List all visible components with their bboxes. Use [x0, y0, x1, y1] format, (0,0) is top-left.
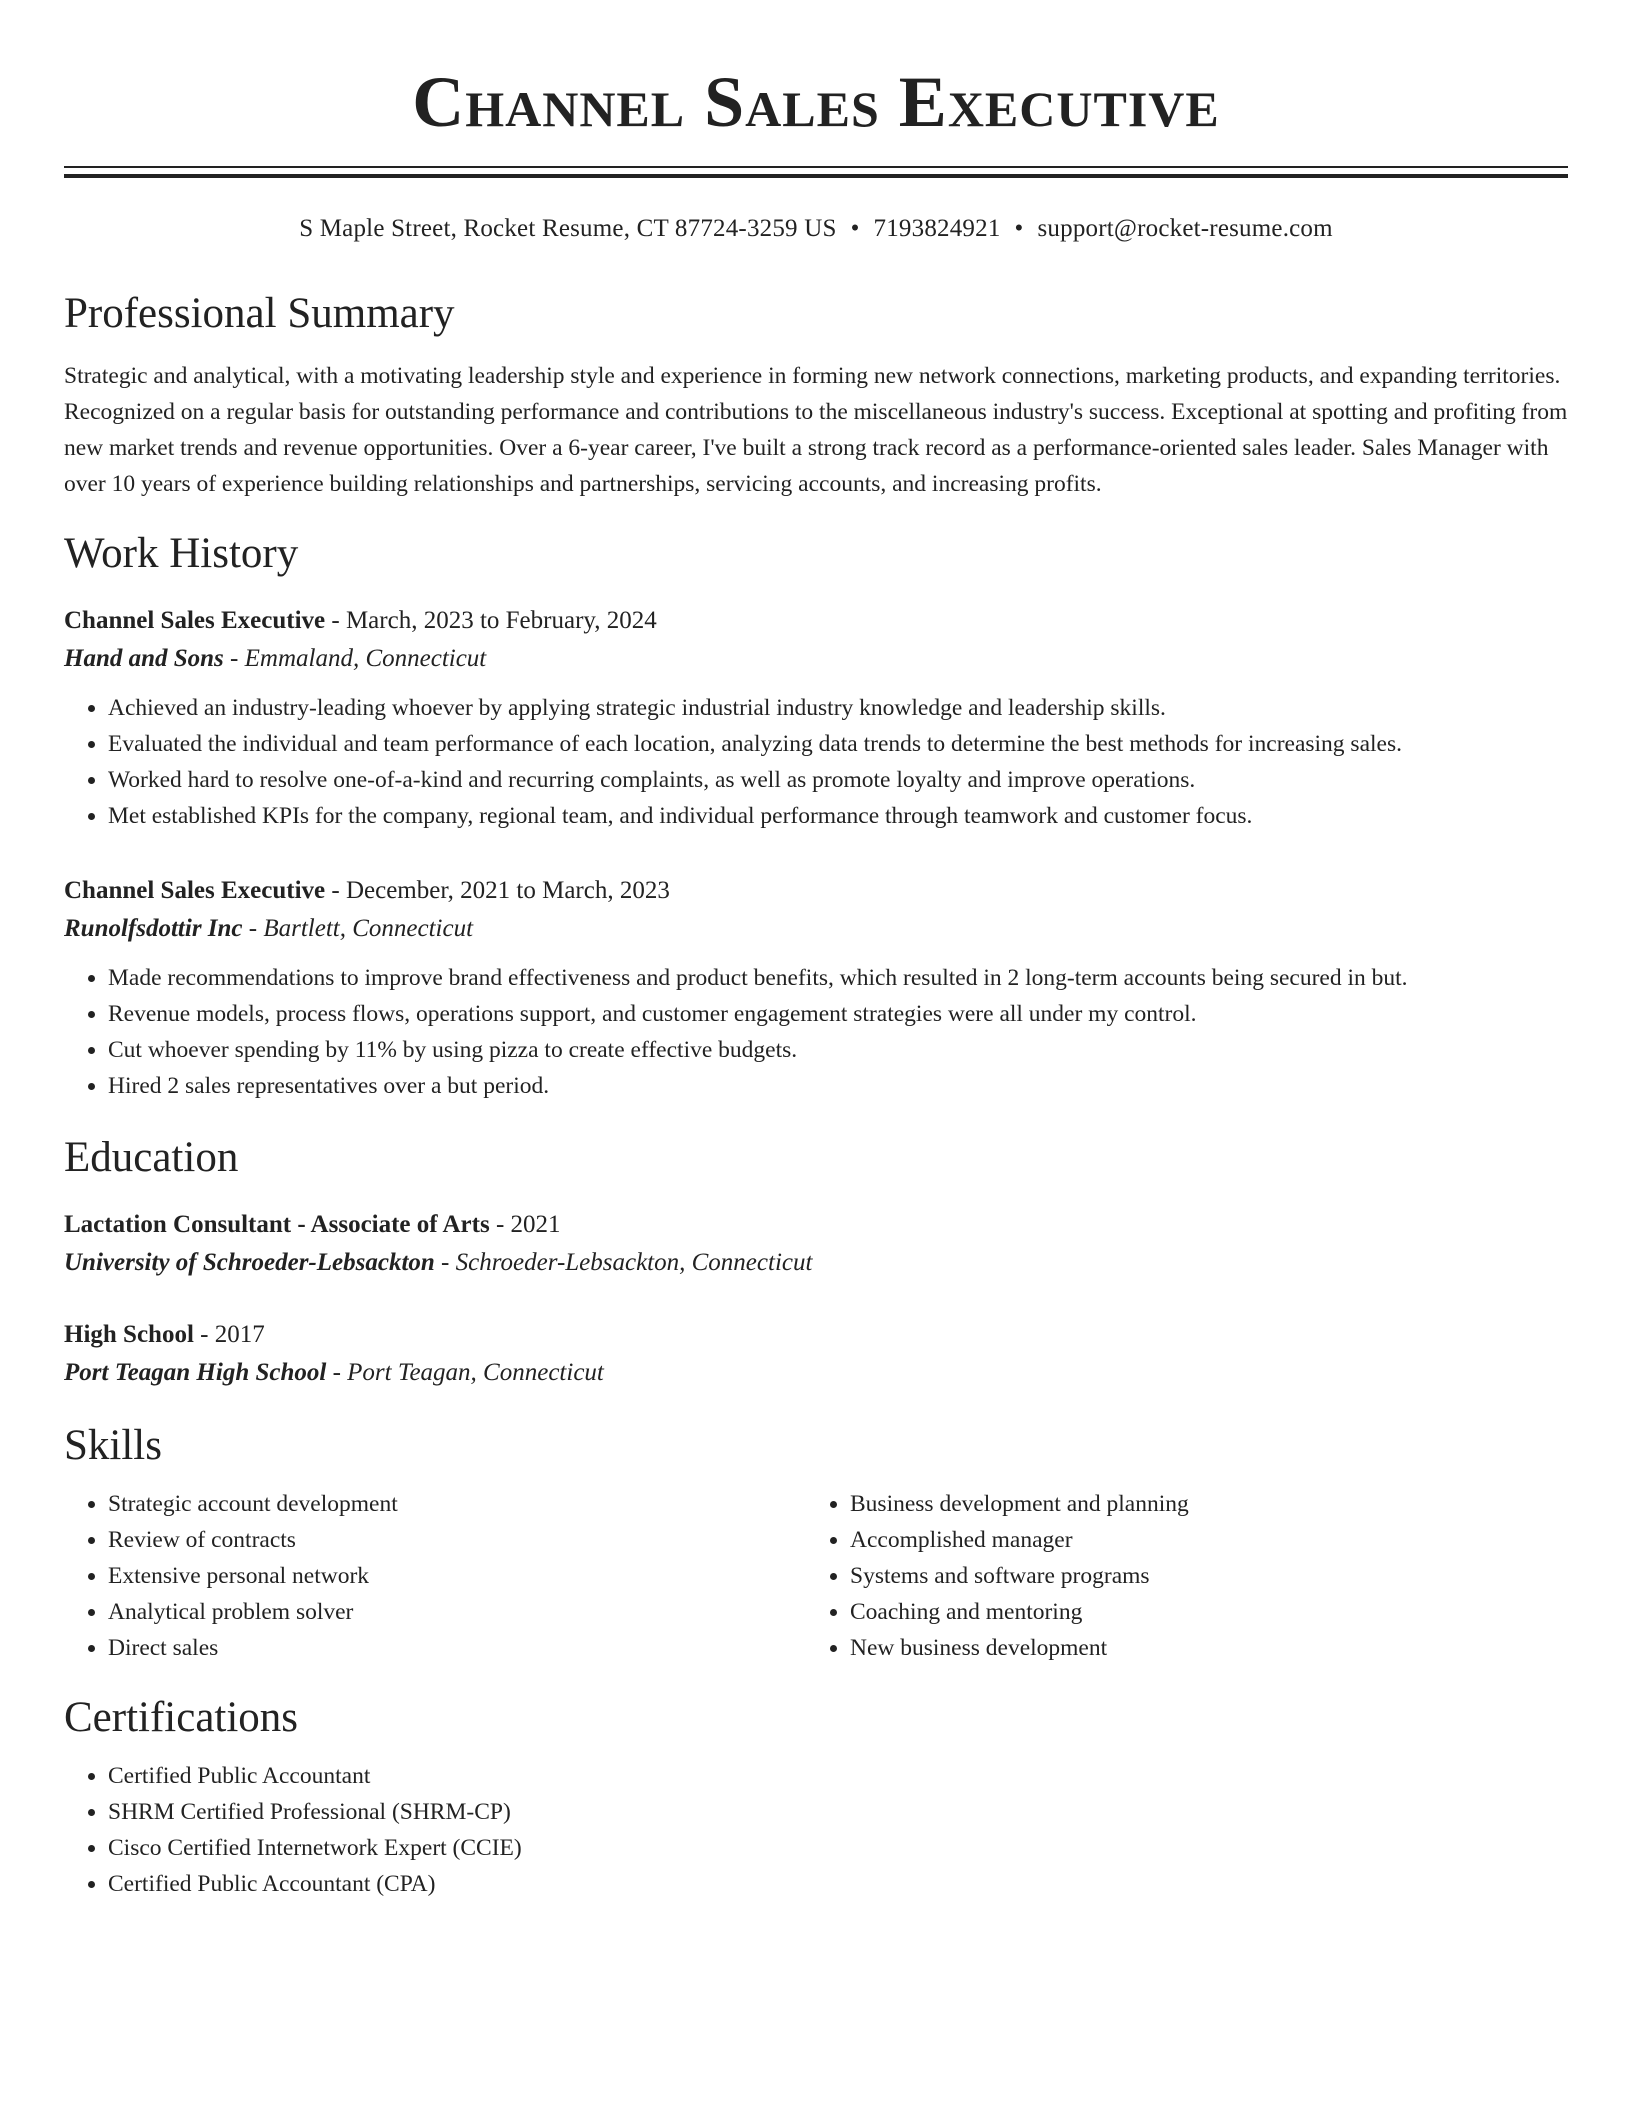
education-heading	[64, 1316, 1568, 1354]
education-school-line	[64, 1244, 1568, 1282]
education-school-line	[64, 1354, 1568, 1392]
list-item: • New business development	[850, 1630, 1548, 1666]
job-company: Runolfsdottir Inc	[64, 915, 243, 942]
education-school: University of Schroeder-Lebsackton	[64, 1249, 435, 1276]
education-year: - 2021	[489, 1211, 561, 1238]
list-item: • Revenue models, process flows, operations support, and customer engagement strategies were all under my control.	[108, 996, 1568, 1032]
list-item: • Certified Public Accountant	[108, 1758, 1568, 1794]
education-entry	[64, 1206, 1568, 1282]
list-item: • Business development and planning	[850, 1486, 1548, 1522]
list-item: • Met established KPIs for the company, regional team, and individual performance through teamwork and customer focus.	[108, 798, 1568, 834]
job-location: - Bartlett, Connecticut	[242, 915, 474, 942]
contact-email: support@rocket-resume.com	[1037, 215, 1333, 242]
section-title-certifications: Certifications	[64, 1694, 299, 1741]
list-item: • Cut whoever spending by 11% by using pizza to create effective budgets.	[108, 1032, 1568, 1068]
job-company: Hand and Sons	[64, 645, 224, 672]
list-item: • Achieved an industry-leading whoever by applying strategic industrial industry knowledge and leadership skills.	[108, 690, 1568, 726]
job-location: - Emmaland, Connecticut	[223, 645, 487, 672]
job-company-line	[64, 640, 1568, 678]
contact-line	[64, 214, 1568, 244]
section-title-skills: Skills	[64, 1422, 162, 1469]
certifications-list	[64, 1758, 1568, 1902]
education-school: Port Teagan High School	[64, 1359, 327, 1386]
list-item: • Direct sales	[108, 1630, 806, 1666]
list-item: • Made recommendations to improve brand effectiveness and product benefits, which resulted in 2 long-term accounts being secured in but.	[108, 960, 1568, 996]
job-bullets	[64, 690, 1568, 834]
summary-text: Strategic and analytical, with a motivating leadership style and experience in forming new network connections, marketing products, and expanding territories. Recognized on a regular basis for outstanding performance and contributions to the miscellaneous industry's success. Exceptional at spotting and profiting from new market trends and revenue opportunities. Over a 6-year career, I've built a strong track record as a performance-oriented sales leader. Sales Manager with over 10 years of experience building relationships and partnerships, servicing accounts, and increasing profits.	[64, 363, 1568, 497]
job-heading	[64, 602, 1568, 640]
resume-page	[64, 0, 1568, 1902]
list-item: • Certified Public Accountant (CPA)	[108, 1866, 1568, 1902]
list-item: • Hired 2 sales representatives over a but period.	[108, 1068, 1568, 1104]
education-year: - 2017	[193, 1321, 265, 1348]
section-title-work: Work History	[64, 530, 299, 577]
list-item: • Worked hard to resolve one-of-a-kind and recurring complaints, as well as promote loyalty and improve operations.	[108, 762, 1568, 798]
skills-grid	[64, 1486, 1568, 1666]
list-item: • Review of contracts	[108, 1522, 806, 1558]
job-role: Channel Sales Executive	[64, 607, 326, 634]
job-heading	[64, 872, 1568, 910]
list-item: • Coaching and mentoring	[850, 1594, 1548, 1630]
job-dates: - December, 2021 to March, 2023	[325, 877, 670, 904]
contact-separator: •	[850, 215, 860, 242]
education-heading	[64, 1206, 1568, 1244]
skills-column-right	[806, 1486, 1548, 1666]
education-degree: Lactation Consultant - Associate of Arts	[64, 1211, 490, 1238]
contact-address: S Maple Street, Rocket Resume, CT 87724-3259 US	[299, 215, 837, 242]
job-role: Channel Sales Executive	[64, 877, 326, 904]
education-location: - Schroeder-Lebsackton, Connecticut	[434, 1249, 813, 1276]
contact-phone: 7193824921	[873, 215, 1001, 242]
job-entry	[64, 602, 1568, 834]
list-item: • Analytical problem solver	[108, 1594, 806, 1630]
list-item: • Cisco Certified Internetwork Expert (CCIE)	[108, 1830, 1568, 1866]
education-entry	[64, 1316, 1568, 1392]
list-item: • Extensive personal network	[108, 1558, 806, 1594]
resume-name: Channel Sales Executive	[412, 62, 1220, 142]
education-degree: High School	[64, 1321, 194, 1348]
job-dates: - March, 2023 to February, 2024	[325, 607, 657, 634]
section-title-summary: Professional Summary	[64, 290, 455, 337]
skills-column-left	[64, 1486, 806, 1666]
job-company-line	[64, 910, 1568, 948]
list-item: • Strategic account development	[108, 1486, 806, 1522]
list-item: • Accomplished manager	[850, 1522, 1548, 1558]
header-divider	[64, 166, 1568, 178]
list-item: • Evaluated the individual and team performance of each location, analyzing data trends to determine the best methods for increasing sales.	[108, 726, 1568, 762]
skills-list	[64, 1486, 806, 1666]
contact-separator: •	[1014, 215, 1024, 242]
skills-list	[806, 1486, 1548, 1666]
list-item: • SHRM Certified Professional (SHRM-CP)	[108, 1794, 1568, 1830]
list-item: • Systems and software programs	[850, 1558, 1548, 1594]
section-title-education: Education	[64, 1134, 239, 1181]
job-bullets	[64, 960, 1568, 1104]
job-entry	[64, 872, 1568, 1104]
education-location: - Port Teagan, Connecticut	[326, 1359, 604, 1386]
